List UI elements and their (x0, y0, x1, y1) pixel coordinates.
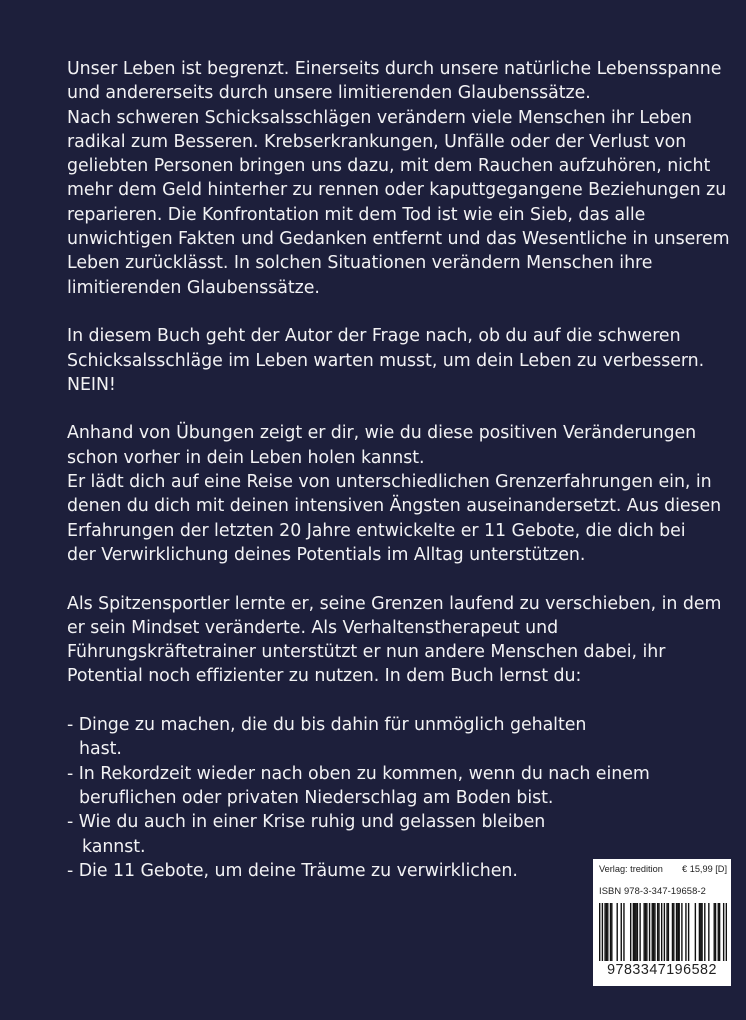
barcode-bar (652, 903, 653, 961)
barcode-bar (649, 903, 650, 961)
paragraph-gap (67, 397, 722, 421)
barcode-bar (654, 903, 655, 961)
barcode-bar (623, 903, 624, 961)
bullet-continuation: kannst. (82, 836, 146, 857)
barcode-bar (718, 903, 719, 961)
isbn-barcode-box (593, 859, 731, 986)
text-line: Nach schweren Schicksalsschlägen verändern viele Menschen ihr Leben (67, 107, 692, 128)
paragraph-1 (67, 57, 730, 300)
text-line: NEIN! (67, 374, 116, 395)
text-line: geliebten Personen bringen uns dazu, mit dem Rauchen aufzuhören, nicht (67, 156, 711, 177)
text-line: Anhand von Übungen zeigt er dir, wie du diese positiven Veränderungen (67, 423, 697, 444)
text-line: In diesem Buch geht der Autor der Frage nach, ob du auf die schweren (67, 326, 681, 347)
price-label: € 15,99 [D] (682, 864, 727, 874)
paragraph-4 (67, 592, 722, 689)
barcode-bar (677, 903, 678, 961)
text-line: denen du dich mit deinen intensiven Ängsten auseinandersetzt. Aus diesen (67, 496, 722, 517)
text-line: schon vorher in dein Leben holen kannst. (67, 447, 425, 468)
bullet-item: - Dinge zu machen, die du bis dahin für unmöglich gehalten (67, 715, 587, 736)
barcode-bar (661, 903, 662, 961)
barcode-bar (685, 903, 686, 961)
isbn-label: ISBN 978-3-347-19658-2 (599, 885, 706, 896)
bullet-item: - Wie du auch in einer Krise ruhig und gelassen bleiben (67, 812, 546, 833)
barcode-header (599, 864, 727, 874)
bullet-continuation: beruflichen oder privaten Niederschlag am Boden bist. (79, 787, 554, 808)
paragraph-3 (67, 421, 722, 567)
barcode-bar (678, 903, 679, 961)
barcode-bar (701, 903, 702, 961)
barcode-bar (715, 903, 716, 961)
barcode-bar (645, 903, 646, 961)
barcode-bar (695, 903, 696, 961)
barcode-bar (726, 903, 727, 961)
text-line: reparieren. Die Konfrontation mit dem Tod ist wie ein Sieb, das alle (67, 204, 646, 225)
text-line: Er lädt dich auf eine Reise von unterschiedlichen Grenzerfahrungen ein, in (67, 472, 712, 493)
barcode-bar (633, 903, 634, 961)
text-line: Als Spitzensportler lernte er, seine Grenzen laufend zu verschieben, in dem (67, 593, 722, 614)
barcode-bars (599, 903, 727, 961)
barcode-bar (699, 903, 700, 961)
barcode-bar (599, 903, 600, 961)
text-line: und andererseits durch unsere limitierenden Glaubenssätze. (67, 83, 591, 104)
barcode-bar (604, 903, 605, 961)
bullet-item: - In Rekordzeit wieder nach oben zu kommen, wenn du nach einem (67, 763, 650, 784)
text-line: mehr dem Geld hinterher zu rennen oder kaputtgegangene Beziehungen zu (67, 180, 727, 201)
barcode-bar (639, 903, 640, 961)
barcode-bar (666, 903, 667, 961)
barcode-bar (688, 903, 689, 961)
barcode-bar (657, 903, 658, 961)
text-line: Unser Leben ist begrenzt. Einerseits durch unsere natürliche Lebensspanne (67, 59, 722, 79)
barcode-bar (653, 903, 654, 961)
text-line: Erfahrungen der letzten 20 Jahre entwickelte er 11 Gebote, die dich bei (67, 520, 686, 541)
barcode-bar (602, 903, 603, 961)
text-line: unwichtigen Fakten und Gedanken entfernt und das Wesentliche in unserem (67, 229, 730, 250)
barcode-number: 9783347196582 (607, 962, 717, 978)
barcode-bar (676, 903, 677, 961)
barcode-bar (611, 903, 612, 961)
text-line: radikal zum Besseren. Krebserkrankungen, Unfälle oder der Verlust von (67, 131, 687, 152)
barcode-bar (664, 903, 665, 961)
barcode-bar (672, 903, 673, 961)
publisher-label: Verlag: tredition (599, 864, 663, 874)
barcode-bar (704, 903, 705, 961)
text-line: er sein Mindset veränderte. Als Verhaltenstherapeut und (67, 617, 559, 638)
text-line: Leben zurücklässt. In solchen Situationen verändern Menschen ihre (67, 253, 653, 274)
barcode-bar (634, 903, 635, 961)
bullet-item: - Die 11 Gebote, um deine Träume zu verwirklichen. (67, 860, 518, 881)
back-cover-blurb (67, 57, 730, 883)
barcode-bar (621, 903, 622, 961)
barcode-bar (630, 903, 631, 961)
barcode-bar (681, 903, 682, 961)
text-line: Führungskräftetrainer unterstützt er nun andere Menschen dabei, ihr (67, 642, 666, 663)
paragraph-gap (67, 567, 722, 591)
barcode-bar (708, 903, 709, 961)
barcode-bar (700, 903, 701, 961)
barcode-bar (658, 903, 659, 961)
bullet-list (67, 713, 722, 883)
barcode-bar (617, 903, 618, 961)
bullet-continuation: hast. (79, 739, 122, 760)
barcode-bar (668, 903, 669, 961)
text-line: Schicksalsschläge im Leben warten musst, um dein Leben zu verbessern. (67, 350, 705, 371)
paragraph-2 (67, 324, 722, 397)
text-line: Potential noch effizienter zu nutzen. In dem Buch lernst du: (67, 666, 582, 687)
barcode-bar (673, 903, 674, 961)
paragraph-gap (67, 300, 722, 324)
barcode-bar (646, 903, 647, 961)
barcode-bar (719, 903, 720, 961)
paragraph-gap (67, 689, 722, 713)
barcode-bar (723, 903, 724, 961)
barcode-bar (637, 903, 638, 961)
barcode-bar (643, 903, 644, 961)
barcode-bar (635, 903, 636, 961)
barcode-bar (610, 903, 611, 961)
text-line: der Verwirklichung deines Potentials im Alltag unterstützen. (67, 544, 586, 565)
barcode-bar (607, 903, 608, 961)
barcode-bar (714, 903, 715, 961)
barcode-bar (606, 903, 607, 961)
text-line: limitierenden Glaubenssätze. (67, 277, 320, 298)
